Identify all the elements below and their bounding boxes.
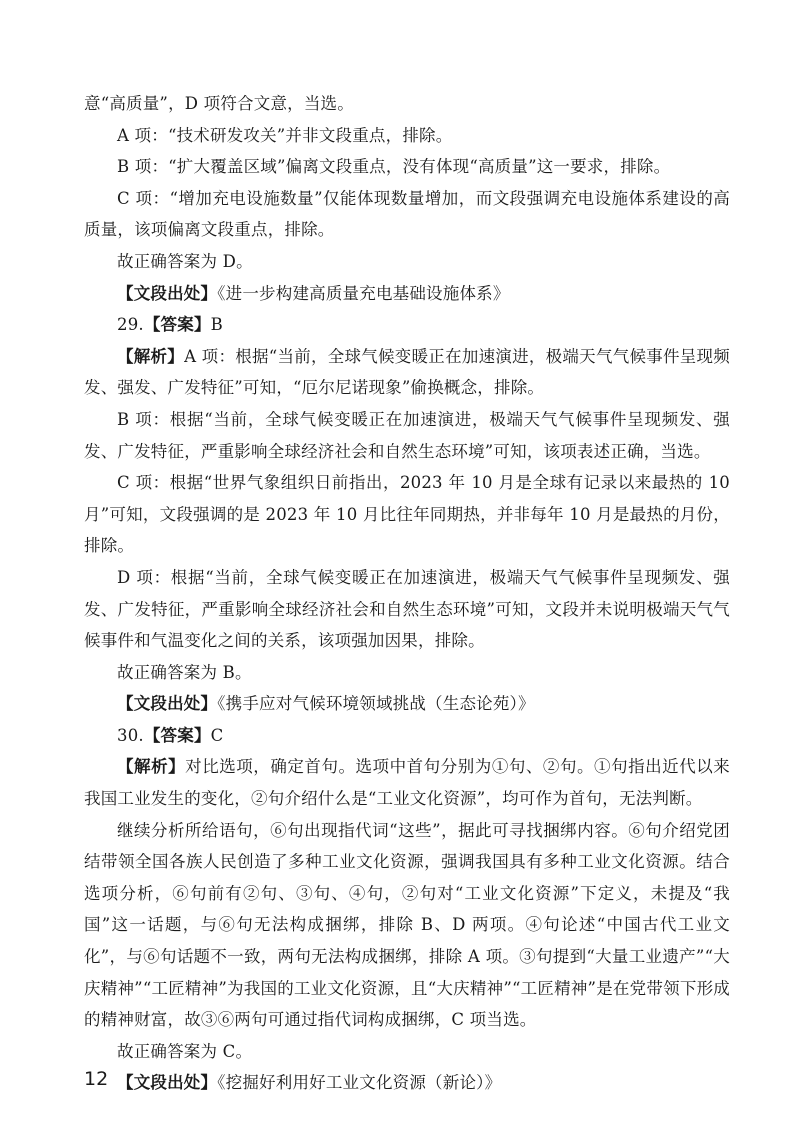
paragraph — [84, 751, 730, 814]
paragraph — [84, 467, 730, 562]
paragraph-text: 30. — [117, 725, 144, 745]
paragraph — [84, 120, 730, 152]
paragraph — [84, 688, 730, 720]
page-body — [84, 88, 730, 1099]
paragraph-text: 故正确答案为 C。 — [117, 1041, 253, 1061]
paragraph-text: 意“高质量”，D 项符合文意，当选。 — [84, 94, 354, 113]
paragraph-text: 故正确答案为 B。 — [117, 662, 252, 682]
paragraph-text: A 项：“技术研发攻关”并非文段重点，排除。 — [117, 125, 453, 145]
section-label: 【文段出处】 — [117, 1073, 218, 1093]
paragraph-text: B — [210, 315, 223, 335]
section-label: 【文段出处】 — [117, 694, 218, 714]
paragraph — [84, 341, 730, 404]
section-label: 【答案】 — [143, 315, 211, 335]
paragraph-text: 29. — [117, 315, 144, 335]
paragraph-text: 《挖掘好利用好工业文化资源（新论）》 — [217, 1073, 502, 1093]
paragraph-text: 故正确答案为 D。 — [117, 251, 253, 271]
page-number: 12 — [84, 1068, 109, 1090]
paragraph — [84, 1067, 730, 1099]
paragraph — [84, 1036, 730, 1068]
paragraph-text: C — [210, 725, 224, 745]
paragraph-text: D 项：根据“当前，全球气候变暖正在加速演进，极端天气气候事件呈现频发、强发、广发特征，严重影响全球经济社会和自然生态环境”可知，文段并未说明极端天气气候事件和气温变化之间的关系，该项强加因果，排除。 — [84, 567, 730, 651]
paragraph — [84, 88, 730, 120]
paragraph-text: A 项：根据“当前，全球气候变暖正在加速演进，极端天气气候事件呈现频发、强发、广发特征”可知，“厄尔尼诺现象”偷换概念，排除。 — [84, 346, 730, 398]
paragraph — [84, 151, 730, 183]
paragraph-text: 《进一步构建高质量充电基础设施体系》 — [217, 283, 510, 303]
paragraph — [84, 309, 730, 341]
paragraph — [84, 562, 730, 657]
paragraph — [84, 815, 730, 1036]
paragraph-text: C 项：“增加充电设施数量”仅能体现数量增加，而文段强调充电设施体系建设的高质量，该项偏离文段重点，排除。 — [84, 188, 730, 240]
paragraph — [84, 720, 730, 752]
paragraph-text: B 项：“扩大覆盖区域”偏离文段重点，没有体现“高质量”这一要求，排除。 — [117, 157, 671, 177]
section-label: 【答案】 — [143, 725, 211, 745]
paragraph — [84, 404, 730, 467]
paragraph — [84, 657, 730, 689]
paragraph-text: 对比选项，确定首句。选项中首句分别为①句、②句。①句指出近代以来我国工业发生的变化，②句介绍什么是“工业文化资源”，均可作为首句，无法判断。 — [84, 757, 730, 809]
paragraph — [84, 183, 730, 246]
paragraph-text: C 项：根据“世界气象组织日前指出，2023 年 10 月是全球有记录以来最热的 10 月”可知，文段强调的是 2023 年 10 月比往年同期热，并非每年 10 月是最热的月份，排除。 — [84, 473, 730, 556]
paragraph-text: 继续分析所给语句，⑥句出现指代词“这些”，据此可寻找捆绑内容。⑥句介绍党团结带领全国各族人民创造了多种工业文化资源，强调我国具有多种工业文化资源。结合选项分析，⑥句前有②句、③句、④句，②句对“工业文化资源”下定义，未提及“我国”这一话题，与⑥句无法构成捆绑，排除 B、D 两项。④句论述“中国古代工业文化”，与⑥句话题不一致，两句无法构成捆绑，排除 A 项。③句提到“大量工业遗产”“大庆精神”“工匠精神”为我国的工业文化资源，且“大庆精神”“工匠精神”是在党带领下形成的精神财富，故③⑥两句可通过指代词构成捆绑，C 项当选。 — [84, 820, 730, 1030]
section-label: 【解析】 — [117, 346, 185, 366]
paragraph — [84, 246, 730, 278]
section-label: 【文段出处】 — [117, 283, 218, 303]
paragraph — [84, 278, 730, 310]
paragraph-text: B 项：根据“当前，全球气候变暖正在加速演进，极端天气气候事件呈现频发、强发、广发特征，严重影响全球经济社会和自然生态环境”可知，该项表述正确，当选。 — [84, 409, 730, 461]
section-label: 【解析】 — [117, 757, 186, 777]
paragraph-text: 《携手应对气候环境领域挑战（生态论苑）》 — [217, 694, 535, 714]
